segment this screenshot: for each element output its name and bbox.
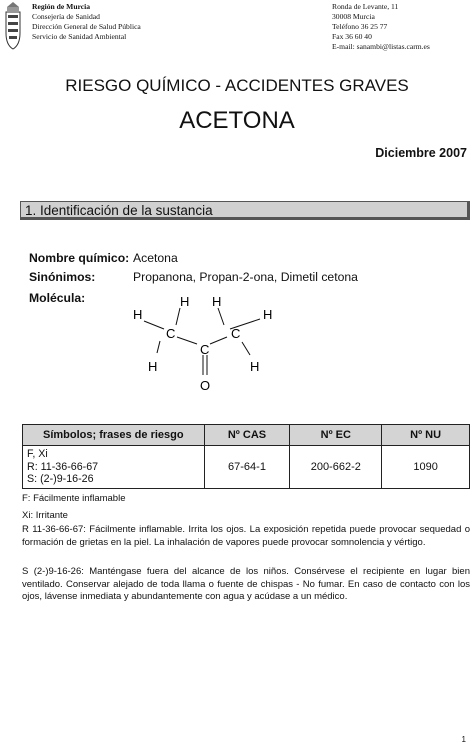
atom-h: H [180, 294, 190, 309]
page-number: 1 [461, 735, 466, 744]
hazard-table [22, 424, 470, 489]
substance-title: ACETONA [179, 107, 295, 134]
atom-h: H [148, 359, 158, 374]
header-phone: Teléfono 36 25 77 [332, 22, 388, 31]
column-header-symbols: Símbolos; frases de riesgo [23, 425, 205, 446]
note-risk-phrases: R 11-36-66-67: Fácilmente inflamable. Irrita los ojos. La exposición repetida puede provocar sequedad o formación de grietas en la piel. La inhalación de vapores puede provocar somnolencia y vértigo. [22, 524, 470, 548]
section-heading: 1. Identificación de la sustancia [20, 201, 470, 220]
note-flammable: F: Fácilmente inflamable [22, 493, 126, 504]
un-number: 1090 [382, 446, 470, 489]
ec-number: 200-662-2 [290, 446, 382, 489]
hazard-symbols: F, Xi [27, 448, 48, 461]
note-irritant: Xi: Irritante [22, 510, 68, 521]
atom-h: H [212, 294, 222, 309]
table-header-row [23, 425, 470, 446]
coat-of-arms-icon [3, 1, 23, 51]
header-directorate: Dirección General de Salud Pública [32, 22, 141, 31]
atom-o: O [200, 378, 211, 393]
risk-phrases: R: 11-36-66-67 [27, 460, 99, 473]
atom-h: H [133, 307, 143, 322]
chemical-name-value: Acetona [133, 251, 178, 265]
header-department: Consejería de Sanidad [32, 12, 100, 21]
synonyms-value: Propanona, Propan-2-ona, Dimetil cetona [133, 270, 358, 284]
header-postcode: 30008 Murcia [332, 12, 375, 21]
table-row [23, 446, 470, 489]
column-header-cas: Nº CAS [204, 425, 290, 446]
cas-number: 67-64-1 [204, 446, 290, 489]
molecule-label: Molécula: [29, 291, 86, 305]
header-organization [32, 2, 141, 42]
atom-c: C [200, 342, 210, 357]
chemical-name-label: Nombre químico: [29, 251, 130, 265]
molecule-diagram [120, 288, 295, 400]
header-service: Servicio de Sanidad Ambiental [32, 32, 127, 41]
header-region: Región de Murcia [32, 2, 91, 11]
header-fax: Fax 36 60 40 [332, 32, 372, 41]
synonyms-label: Sinónimos: [29, 270, 96, 284]
page-title: RIESGO QUÍMICO - ACCIDENTES GRAVES [65, 76, 409, 95]
symbols-cell [23, 446, 205, 489]
atom-c: C [166, 326, 176, 341]
note-safety-phrases: S (2-)9-16-26: Manténgase fuera del alcance de los niños. Consérvese el recipiente en lugar bien ventilado. Conservar alejado de toda llama o fuente de chispas - No fumar. En caso de contacto con los ojos, lávense inmediata y abundantemente con agua y acúdase a un médico. [22, 566, 470, 602]
atom-c: C [231, 326, 241, 341]
column-header-un: Nº NU [382, 425, 470, 446]
atom-h: H [263, 307, 273, 322]
atom-h: H [250, 359, 260, 374]
safety-phrases: S: (2-)9-16-26 [27, 473, 94, 486]
header-address: Ronda de Levante, 11 [332, 2, 399, 11]
column-header-ec: Nº EC [290, 425, 382, 446]
header-email: E-mail: sanambi@listas.carm.es [332, 42, 430, 51]
header-contact [332, 2, 430, 52]
document-date: Diciembre 2007 [375, 146, 467, 160]
